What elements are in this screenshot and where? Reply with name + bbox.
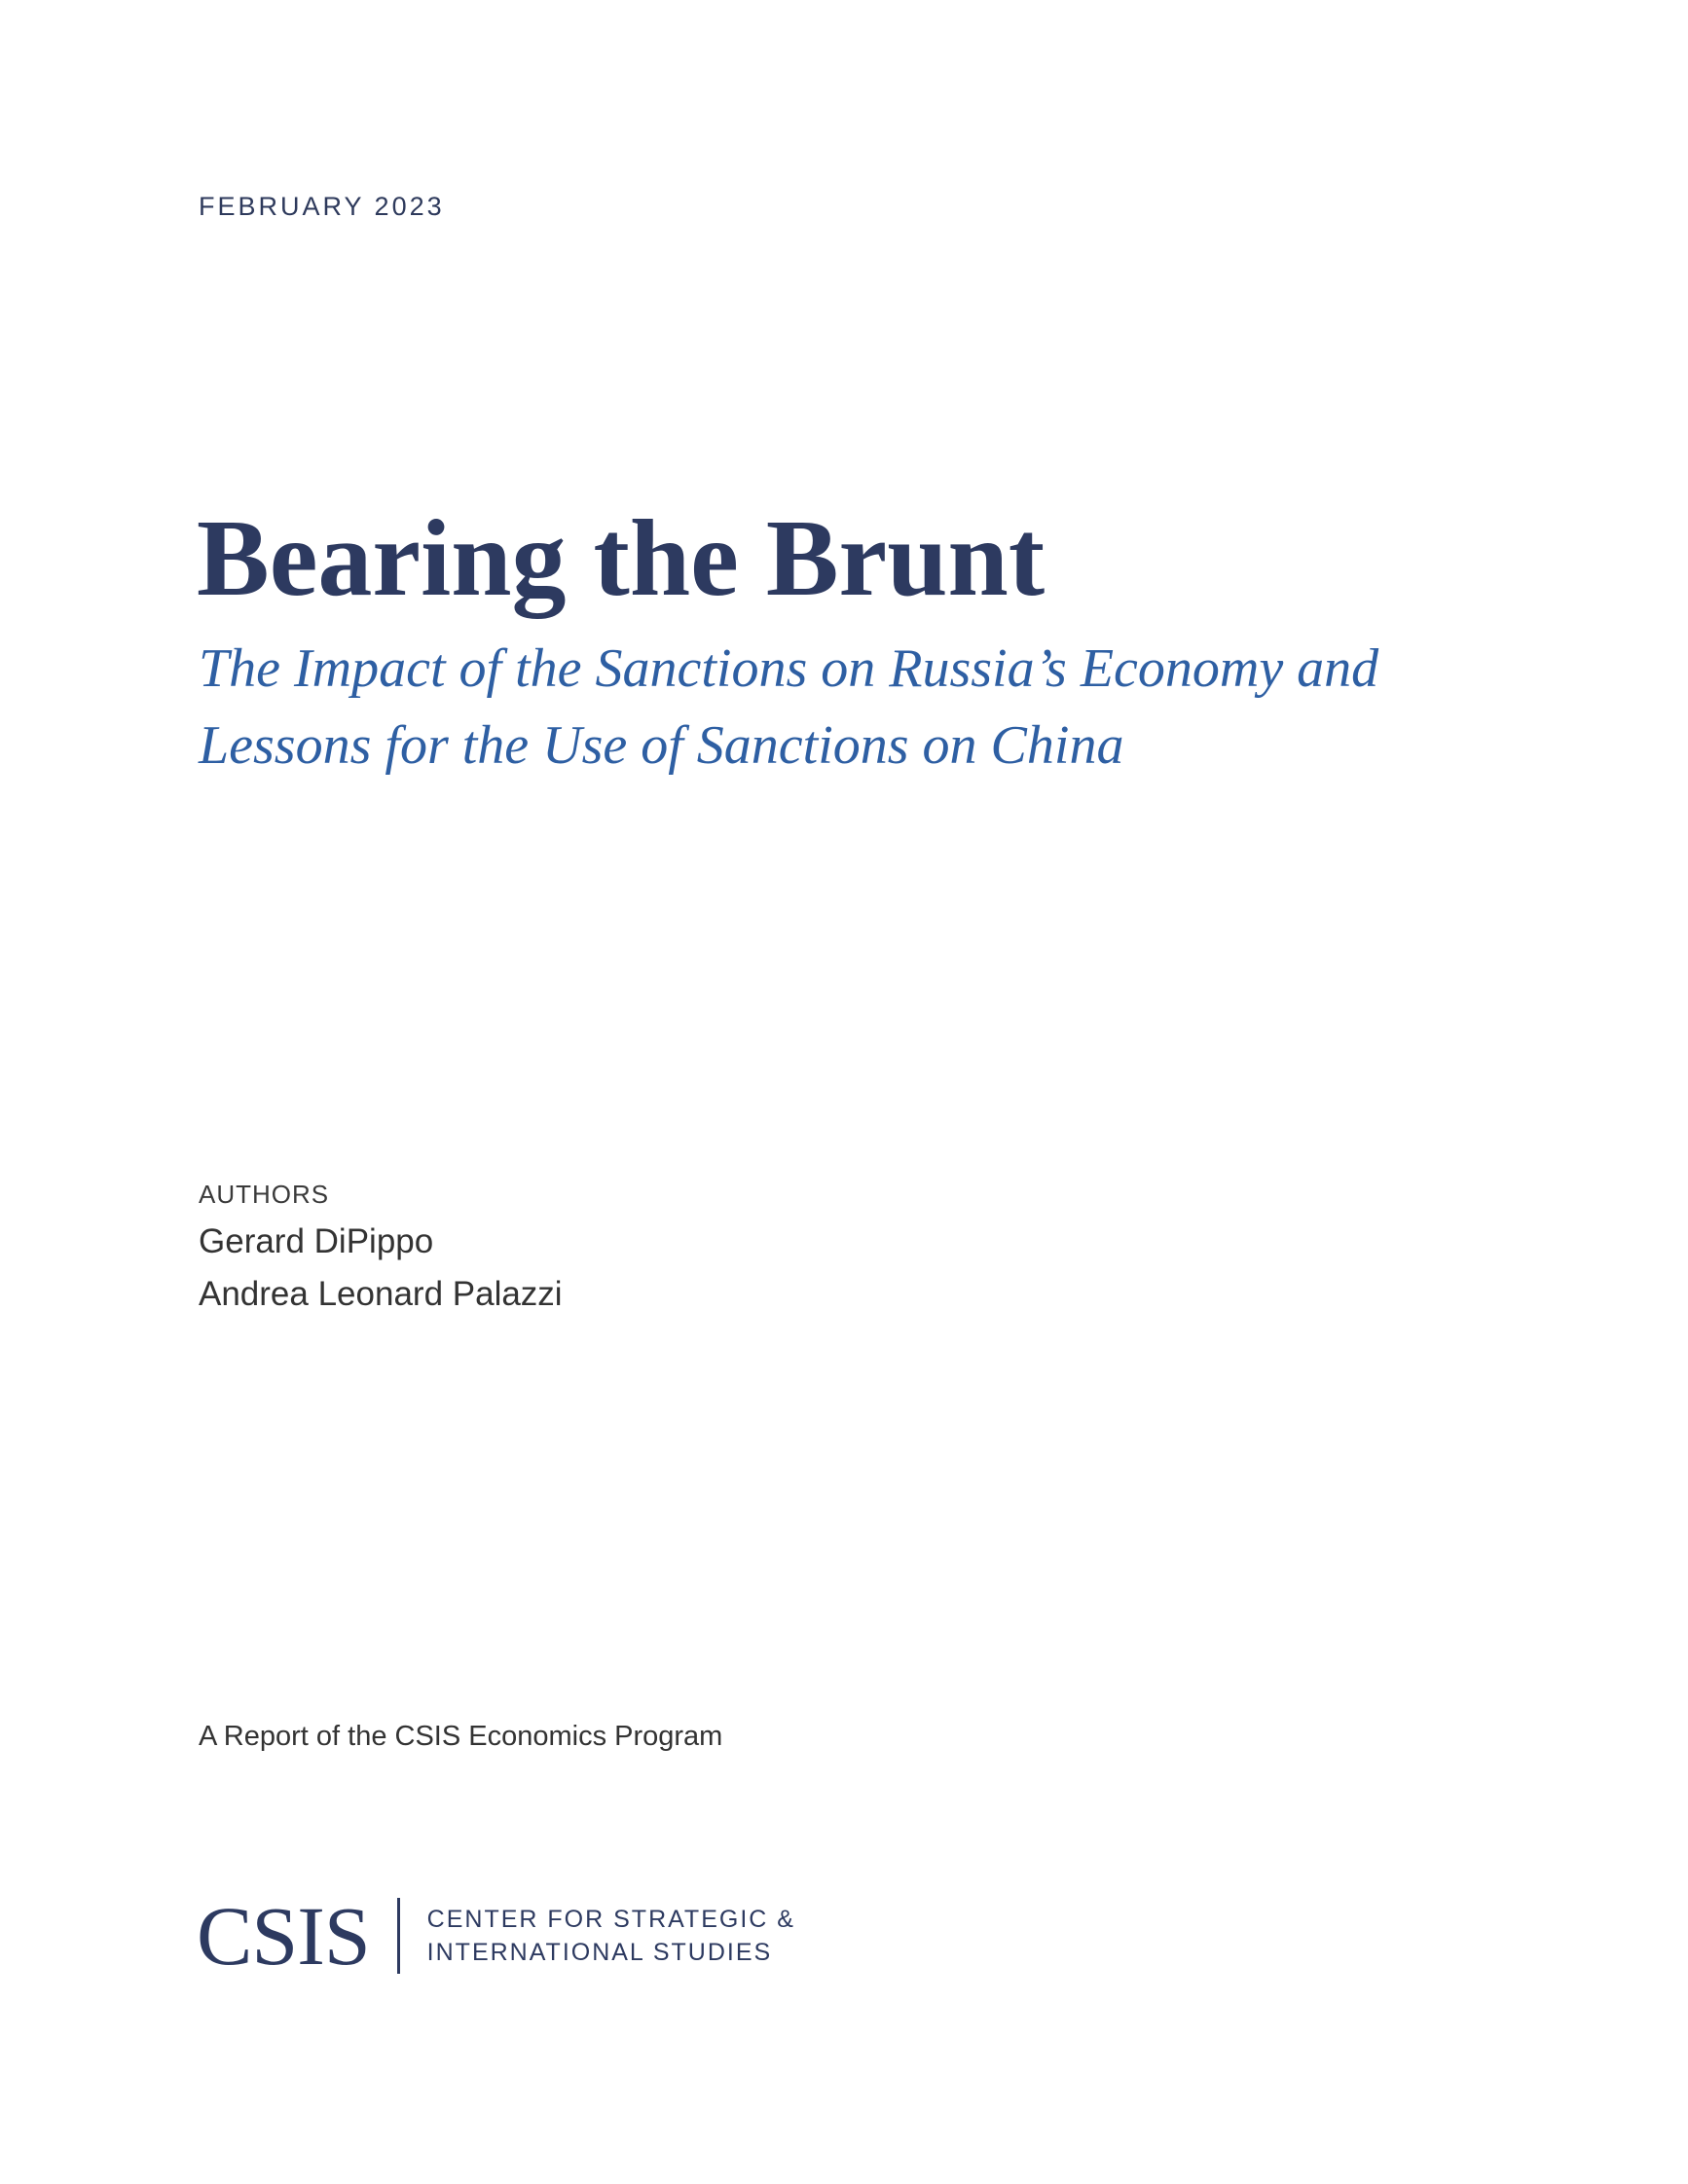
logo-text-line-1: CENTER FOR STRATEGIC & [426,1906,795,1933]
publication-date: FEBRUARY 2023 [199,192,445,221]
author-name: Gerard DiPippo [199,1222,434,1260]
logo-text-line-2: INTERNATIONAL STUDIES [426,1939,773,1966]
program-statement: A Report of the CSIS Economics Program [199,1721,723,1752]
csis-logo-mark: CSIS [197,1889,370,1983]
author-name: Andrea Leonard Palazzi [199,1275,563,1313]
report-title: Bearing the Brunt [197,498,1046,619]
logo-organization-name [427,1903,795,1969]
csis-logo [197,1889,795,1983]
subtitle-line-2: Lessons for the Use of Sanctions on China [199,715,1124,776]
authors-label: AUTHORS [199,1180,330,1209]
subtitle-line-1: The Impact of the Sanctions on Russia’s Economy and [199,638,1379,699]
logo-divider [397,1898,400,1974]
report-subtitle [199,631,1523,784]
